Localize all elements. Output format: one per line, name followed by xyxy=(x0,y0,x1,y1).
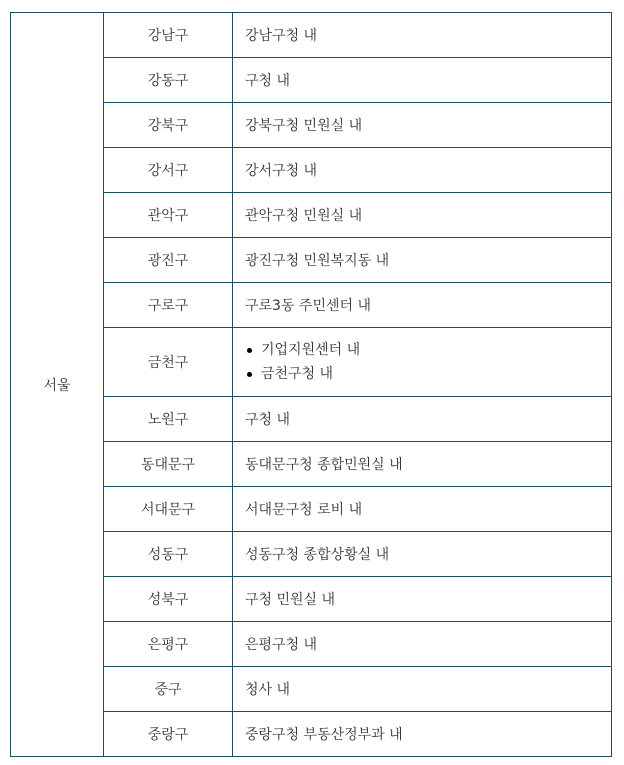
place-cell: 관악구청 민원실 내 xyxy=(233,193,612,238)
place-cell: 구청 내 xyxy=(233,58,612,103)
place-cell: 광진구청 민원복지동 내 xyxy=(233,238,612,283)
place-cell: 강서구청 내 xyxy=(233,148,612,193)
list-item-label: 기업지원센터 내 xyxy=(261,342,361,358)
district-cell: 서대문구 xyxy=(104,487,233,532)
district-cell: 은평구 xyxy=(104,622,233,667)
district-cell: 강동구 xyxy=(104,58,233,103)
bullet-icon xyxy=(247,348,252,353)
place-cell: 서대문구청 로비 내 xyxy=(233,487,612,532)
district-cell: 구로구 xyxy=(104,283,233,328)
district-cell: 관악구 xyxy=(104,193,233,238)
place-cell: 성동구청 종합상황실 내 xyxy=(233,532,612,577)
place-list xyxy=(245,338,611,386)
place-cell: 은평구청 내 xyxy=(233,622,612,667)
district-cell: 성동구 xyxy=(104,532,233,577)
location-table xyxy=(10,12,612,757)
district-cell: 광진구 xyxy=(104,238,233,283)
list-item-label: 금천구청 내 xyxy=(261,366,334,382)
place-cell: 강북구청 민원실 내 xyxy=(233,103,612,148)
bullet-icon xyxy=(247,372,252,377)
district-cell: 강서구 xyxy=(104,148,233,193)
list-item xyxy=(261,338,611,362)
place-cell: 중랑구청 부동산정부과 내 xyxy=(233,712,612,757)
place-cell: 동대문구청 종합민원실 내 xyxy=(233,442,612,487)
place-cell: 구청 민원실 내 xyxy=(233,577,612,622)
place-cell: 구청 내 xyxy=(233,397,612,442)
city-cell: 서울 xyxy=(11,13,104,757)
district-cell: 동대문구 xyxy=(104,442,233,487)
place-cell: 강남구청 내 xyxy=(233,13,612,58)
district-cell: 강남구 xyxy=(104,13,233,58)
table-row xyxy=(11,13,612,58)
place-cell: 구로3동 주민센터 내 xyxy=(233,283,612,328)
place-cell: 청사 내 xyxy=(233,667,612,712)
district-cell: 중구 xyxy=(104,667,233,712)
location-table-container xyxy=(10,12,612,757)
district-cell: 성북구 xyxy=(104,577,233,622)
district-cell: 강북구 xyxy=(104,103,233,148)
list-item xyxy=(261,362,611,386)
district-cell: 금천구 xyxy=(104,328,233,397)
district-cell: 중랑구 xyxy=(104,712,233,757)
district-cell: 노원구 xyxy=(104,397,233,442)
place-cell xyxy=(233,328,612,397)
